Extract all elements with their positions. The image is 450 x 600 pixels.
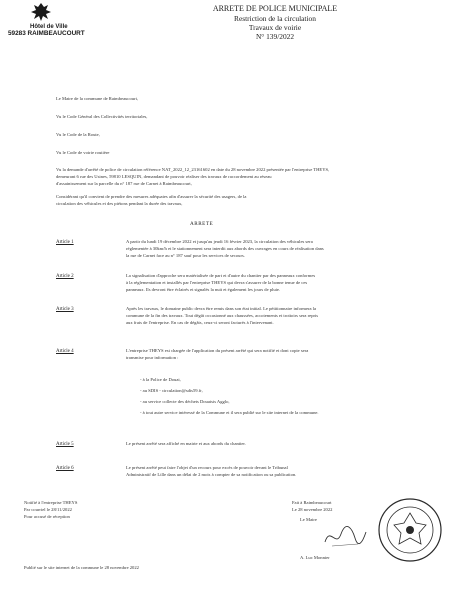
article-line: L'entreprise THEYS est chargée de l'application du présent arrêté qui sera notifié et dont copie sera <box>126 348 309 353</box>
article-label: Article 3 <box>56 307 74 312</box>
article-label: Article 4 <box>56 349 74 354</box>
signature-role: Le Maire <box>300 517 317 522</box>
article-line: Après les travaux, le domaine public devra être remis dans son état initial. Le pétitionnaire informera la <box>126 306 317 311</box>
document-title: ARRETE DE POLICE MUNICIPALE <box>212 4 338 13</box>
article-line: Administratif de Lille dans un délai de 2 mois à compter de sa notification ou sa publication. <box>126 472 297 477</box>
mayor-line: Le Maire de la commune de Raimbeaucourt, <box>56 96 139 101</box>
request-line: Vu la demande d'arrêté de police de circulation référence NAT_2022_12_23161602 en date du 28 novembre 2022 présentée par l'entreprise THEYS, <box>56 167 330 172</box>
signature-date: Le 28 novembre 2022 <box>292 507 333 512</box>
article-line: Le présent arrêté peut faire l'objet d'un recours pour excès de pouvoir devant le Tribunal <box>126 465 288 470</box>
considering-line: Considérant qu'il convient de prendre des mesures adéquates afin d'assurer la sécurité des usagers, de la <box>56 194 247 199</box>
cgct-line: Vu le Code Général des Collectivités territoriales, <box>56 114 148 119</box>
document-subtitle: Restriction de la circulation <box>234 14 316 23</box>
distribution-item: - à tout autre service intéressé de la Commune et il sera publié sur le site internet de la commune. <box>140 410 319 415</box>
article-label: Article 6 <box>56 466 74 471</box>
signature-mark <box>322 520 368 550</box>
article-label: Article 2 <box>56 274 74 279</box>
publication-note: Publié sur le site internet de la commune le 28 novembre 2022 <box>24 565 139 570</box>
notification-line: Notifié à l'entreprise THEYS <box>24 500 78 505</box>
notification-date: Par courriel le 28/11/2022 <box>24 507 72 512</box>
town-address: 59283 RAIMBEAUCOURT <box>8 30 85 37</box>
article-line: réglementée à 30km/h et le stationnement sera interdit aux abords des ouvrages en cours de réalisation dans <box>126 246 324 251</box>
article-line: à la réglementation et installés par l'entreprise THEYS qui devra s'assurer de la bonne tenue de ces <box>126 280 308 285</box>
article-label: Article 1 <box>56 240 74 245</box>
document-subtitle-2: Travaux de voirie <box>248 23 302 32</box>
receipt-line: Pour accusé de réception <box>24 514 70 519</box>
official-stamp <box>376 496 444 564</box>
article-line: la rue de Carnet face au n° 187 sauf pour les services de secours. <box>126 253 245 258</box>
distribution-item: - au SDIS - circulation@sdis59.fr, <box>140 388 203 393</box>
arrete-heading: ARRETE <box>190 221 214 227</box>
article-line: aux frais de l'entreprise. En cas de dégâts, ceux-ci seront facturés à l'intervenant. <box>126 320 274 325</box>
article-line: panneaux. Ils devront être éclairés et signalés la nuit et également les jours de pluie. <box>126 287 281 292</box>
article-line: commune de la fin des travaux. Tout dégât occasionné aux chaussées, accotements et trottoirs sera repris <box>126 313 319 318</box>
request-line: d'assainissement sur la parcelle du n° 187 rue de Carnet à Raimbeaucourt, <box>56 181 192 186</box>
coat-of-arms-icon <box>30 2 52 22</box>
article-line: Le présent arrêté sera affiché en mairie et aux abords du chantier. <box>126 441 246 446</box>
considering-line: circulation des véhicules et des piétons pendant la durée des travaux, <box>56 201 183 206</box>
signature-place: Fait à Raimbeaucourt <box>292 500 332 505</box>
decree-number: N° 139/2022 <box>255 32 295 41</box>
code-voirie-line: Vu le Code de voirie routière <box>56 150 110 155</box>
article-line: transmise pour information : <box>126 355 179 360</box>
distribution-item: - à la Police de Douai, <box>140 377 181 382</box>
article-line: La signalisation d'approche sera matérialisée de part et d'autre du chantier par des panneaux conformes <box>126 273 316 278</box>
article-label: Article 5 <box>56 442 74 447</box>
request-line: demeurant 6 rue des Usines, 59810 LESQUIN, demandant de pouvoir réaliser des travaux de raccordement au réseau <box>56 174 272 179</box>
town-hall-label: Hôtel de Ville <box>30 24 68 30</box>
distribution-item: - au service collecte des déchets Douaisis Agglo, <box>140 399 230 404</box>
article-line: A partir du lundi 19 décembre 2022 et jusqu'au jeudi 16 février 2023, la circulation des véhicules sera <box>126 239 313 244</box>
signature-name: A. Luc Monnier <box>300 555 330 560</box>
code-route-line: Vu le Code de la Route, <box>56 132 100 137</box>
